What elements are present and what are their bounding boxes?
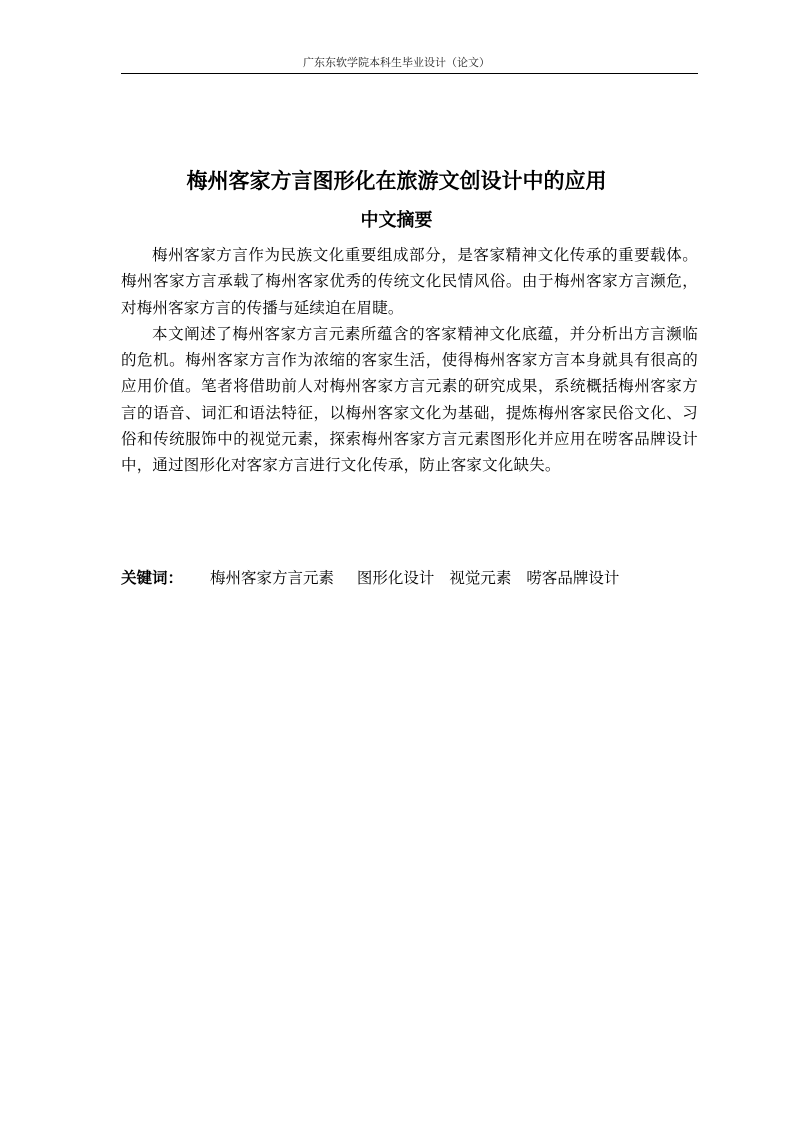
keywords-label: 关键词： (121, 569, 184, 587)
abstract-body (121, 242, 698, 479)
abstract-heading: 中文摘要 (360, 210, 433, 231)
keyword: 视觉元素 (449, 569, 512, 587)
keyword: 唠客品牌设计 (526, 569, 620, 587)
document-title: 梅州客家方言图形化在旅游文创设计中的应用 (186, 169, 607, 193)
keyword: 梅州客家方言元素 (209, 569, 334, 587)
header-divider (121, 73, 698, 74)
abstract-paragraph: 梅州客家方言作为民族文化重要组成部分，是客家精神文化传承的重要载体。梅州客家方言承载了梅州客家优秀的传统文化民情风俗。由于梅州客家方言濒危，对梅州客家方言的传播与延续迫在眉睫。 (121, 246, 698, 317)
abstract-paragraph: 本文阐述了梅州客家方言元素所蕴含的客家精神文化底蕴，并分析出方言濒临的危机。梅州客家方言作为浓缩的客家生活，使得梅州客家方言本身就具有很高的应用价值。笔者将借助前人对梅州客家方言元素的研究成果，系统概括梅州客家方言的语音、词汇和语法特征，以梅州客家文化为基础，提炼梅州客家民俗文化、习俗和传统服饰中的视觉元素，探索梅州客家方言元素图形化并应用在唠客品牌设计中，通过图形化对客家方言进行文化传承，防止客家文化缺失。 (121, 324, 698, 475)
keywords-line (121, 566, 698, 588)
page-header: 广东东软学院本科生毕业设计（论文） (303, 56, 490, 69)
keyword: 图形化设计 (356, 569, 435, 587)
